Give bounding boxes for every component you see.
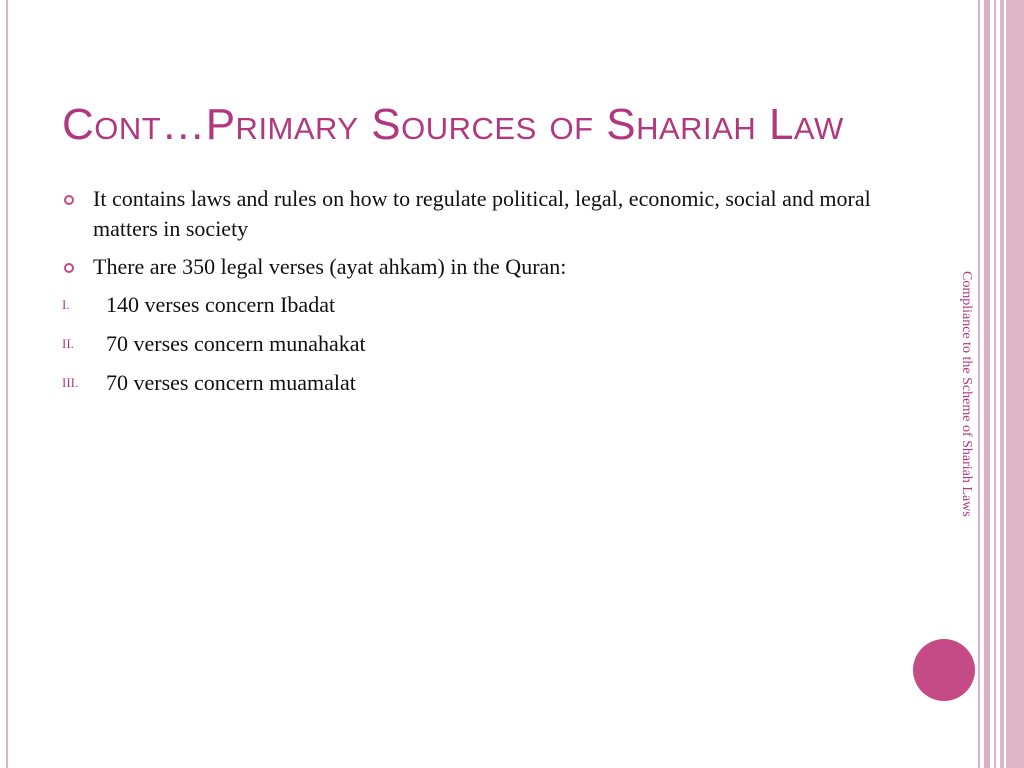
numbered-item [62,329,892,359]
numbered-item [62,290,892,320]
numbered-text: 140 verses concern Ibadat [106,292,336,317]
bullet-item [62,252,892,282]
bullet-text: There are 350 legal verses (ayat ahkam) in the Quran: [93,254,567,279]
numbered-marker: I. [62,297,70,312]
right-stripe-gap [1004,0,1006,768]
right-stripe [984,0,990,768]
numbered-text: 70 verses concern muamalat [106,370,356,395]
vertical-footer-text: Compliance to the Scheme of Shariah Laws [959,271,974,517]
bullet-text: It contains laws and rules on how to regulate political, legal, economic, social and moral matters in society [93,186,871,241]
slide-title: Cont…Primary Sources of Shariah Law [62,100,844,149]
numbered-marker: III. [62,375,79,390]
numbered-text: 70 verses concern munahakat [106,331,366,356]
numbered-marker: II. [62,336,74,351]
bullet-item [62,184,892,244]
right-stripe [994,0,996,768]
left-border-line [6,0,8,768]
numbered-item [62,368,892,398]
bullet-circle-icon [64,263,74,273]
slide-body [62,184,892,407]
right-stripe [978,0,980,768]
decorative-circle [913,639,975,701]
bullet-circle-icon [64,195,74,205]
